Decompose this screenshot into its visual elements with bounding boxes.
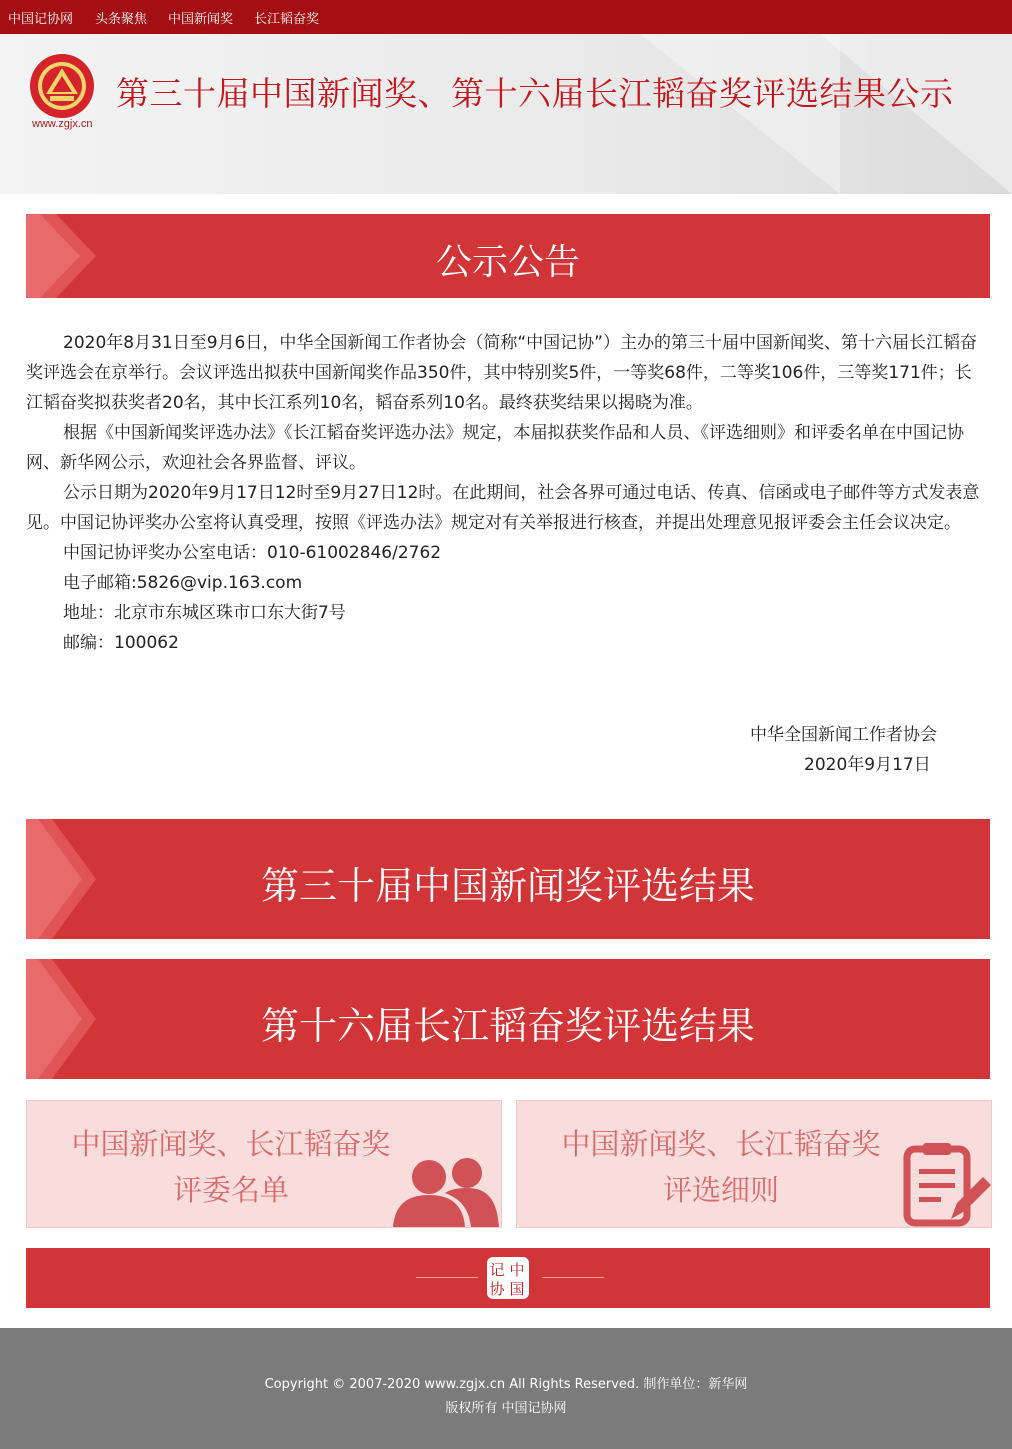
logo-url: www.zgjx.cn bbox=[32, 118, 93, 130]
signature-org: 中华全国新闻工作者协会 bbox=[750, 725, 937, 745]
changjiang-award-results-banner[interactable] bbox=[26, 959, 990, 1079]
changjiang-award-results-title[interactable]: 第十六届长江韬奋奖评选结果 bbox=[260, 1004, 755, 1048]
footer-copyright: Copyright © 2007-2020 www.zgjx.cn All Rights Reserved. 制作单位：新华网 bbox=[264, 1377, 748, 1392]
notice-banner bbox=[26, 214, 990, 298]
notice-paragraph: 根据《中国新闻奖评选办法》《长江韬奋奖评选办法》规定，本届拟获奖作品和人员、《评选细则》和评委名单在中国记协网、新华网公示，欢迎社会各界监督、评议。 bbox=[26, 423, 964, 473]
seal-char: 国 bbox=[509, 1280, 525, 1298]
rules-card-line2: 评选细则 bbox=[662, 1173, 779, 1207]
nav-item-headlines[interactable]: 头条聚焦 bbox=[95, 12, 148, 27]
news-award-results-banner[interactable] bbox=[26, 819, 990, 939]
page-footer bbox=[0, 1328, 1012, 1449]
contact-phone: 中国记协评奖办公室电话：010-61002846/2762 bbox=[63, 543, 442, 563]
nav-item-china-news-award[interactable]: 中国新闻奖 bbox=[168, 12, 234, 27]
footer-seal-band bbox=[26, 1248, 990, 1308]
document-pen-icon bbox=[901, 1141, 991, 1227]
nav-item-changjiang-award[interactable]: 长江韬奋奖 bbox=[254, 12, 320, 27]
signature-date: 2020年9月17日 bbox=[804, 755, 931, 775]
notice-paragraph: 2020年8月31日至9月6日，中华全国新闻工作者协会（简称“中国记协”）主办的第三十届中国新闻奖、第十六届长江韬奋奖评选会在京举行。会议评选出拟获中国新闻奖作品350件，其中特别奖5件，一等奖68件，二等奖106件，三等奖171件；长江韬奋奖拟获奖者20名，其中长江系列10名，韬奋系列10名。最终获奖结果以揭晓为准。 bbox=[26, 333, 977, 413]
judges-list-card[interactable] bbox=[26, 1100, 502, 1228]
seal-char: 中 bbox=[509, 1261, 525, 1279]
nav-item-zgjx[interactable]: 中国记协网 bbox=[8, 12, 74, 27]
zgjx-logo-icon[interactable] bbox=[28, 52, 96, 120]
notice-banner-title: 公示公告 bbox=[435, 242, 580, 283]
news-award-results-title[interactable]: 第三十届中国新闻奖评选结果 bbox=[260, 864, 755, 908]
footer-rights: 版权所有 中国记协网 bbox=[445, 1401, 567, 1416]
notice-body bbox=[26, 328, 988, 658]
contact-email[interactable]: 电子邮箱:5826@vip.163.com bbox=[63, 573, 303, 593]
top-nav bbox=[0, 0, 1012, 34]
page-title: 第三十届中国新闻奖、第十六届长江韬奋奖评选结果公示 bbox=[116, 74, 954, 113]
people-icon bbox=[391, 1151, 501, 1227]
seal-char: 记 bbox=[489, 1261, 505, 1279]
seal-char: 协 bbox=[489, 1280, 505, 1298]
contact-postcode: 邮编：100062 bbox=[63, 633, 179, 653]
judges-card-line1: 中国新闻奖、长江韬奋奖 bbox=[71, 1127, 391, 1161]
zgjx-seal-icon bbox=[486, 1256, 530, 1300]
selection-rules-card[interactable] bbox=[516, 1100, 992, 1228]
notice-paragraph: 公示日期为2020年9月17日12时至9月27日12时。在此期间，社会各界可通过电话、传真、信函或电子邮件等方式发表意见。中国记协评奖办公室将认真受理，按照《评选办法》规定对有关举报进行核查，并提出处理意见报评委会主任会议决定。 bbox=[26, 483, 980, 533]
judges-card-line2: 评委名单 bbox=[172, 1173, 289, 1207]
rules-card-line1: 中国新闻奖、长江韬奋奖 bbox=[561, 1127, 881, 1161]
contact-address: 地址：北京市东城区珠市口东大街7号 bbox=[63, 603, 346, 623]
